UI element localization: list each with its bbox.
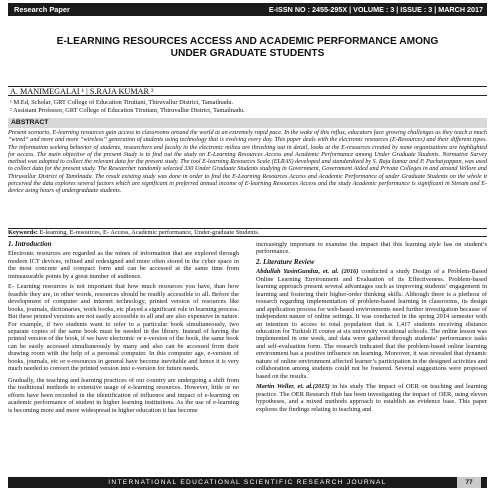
review-paragraph-2 [256, 383, 487, 413]
review-author-1: Abdullah YasinGunduz, et. al. (2016) [256, 268, 359, 276]
author-line: A. MANIMEGALAI ¹ | S.RAJA KUMAR ² [8, 86, 487, 96]
section-heading-introduction: 1. Introduction [8, 240, 52, 248]
issn-volume-info: E-ISSN NO : 2455-295X | VOLUME : 3 | ISSUE : 3 | MARCH 2017 [268, 5, 483, 14]
left-column [8, 241, 239, 417]
research-paper-tag: Research Paper [14, 5, 70, 14]
keywords-line [8, 228, 487, 237]
journal-footer-bar: INTERNATIONAL EDUCATIONAL SCIENTIFIC RESEARCH JOURNAL [8, 477, 487, 488]
intro-paragraph-3: Gradually, the teaching and learning practices of our country are undergoing a shift from the traditional methods to extensive usage of e-learning resources. However, little or no efforts have been recorded in the identification of influence and impact of e-learning on academic performance of student in higher learning institutions. As the use of e-learning is becoming more and more widespread in higher education it has become [8, 376, 239, 414]
keywords-text: E-learning, E-resources, E- Access, Academic performance, Under-graduate Students. [39, 229, 260, 236]
review-text-1: conducted a study Design of a Problem-Based Online Learning Environment and Evaluation of its Effectiveness. Problem-based learning approach present several advantages such as improving students’ engagement in learning and fostering their higher-order thinking skills. Although there is a plethora of research regarding implementation of problem-based learning in classrooms, its design and application process for web-based environments need further investigation because of independent nature of online settings. It was conducted in the spring 2014 semester with an intention to access to total population that is 1,417 students receiving distance education for Turkish II course at six university vocational schools. The online lesson was implemented in one week, and data were gathered through students’ performance tasks and self-evaluation form. The research indicated that the problem-based online learning environment has a positive influence on learning. Moreover, it was revealed that dynamic nature of online environment affected learner’s participation in the designed activities and collaboration among students could not be fostered. Several suggestions were proposed based on the results. [256, 268, 488, 380]
right-column [256, 241, 487, 416]
page-number: 77 [457, 477, 481, 488]
paper-title: E-LEARNING RESOURCES ACCESS AND ACADEMIC PERFORMANCE AMONG UNDER GRADUATE STUDENTS [56, 36, 439, 59]
intro-paragraph-1: Electronic resources are regarded as the mines of information that are explored through modern ICT devices, refined and redesigned and more often stored in the cyber space in the most concrete and compact form and can be accessed at the same time from immeasurable points by a great number of audience. [8, 250, 239, 280]
review-paragraph-1 [256, 268, 487, 380]
intro-continuation: increasingly important to examine the impact that this learning style has on student’s performance. [256, 241, 487, 256]
intro-paragraph-2: E- Learning resources is not important that how much resources you have, than how feasible they are, in other words, resources should be readily accessible to all. Before the development of computer and internet technology, printed version of resources like books, journals, dictionaries, work books, etc played a significant role in learning process. But these printed versions are not easily accessible to all and are also expensive in nature. For example, if two students want to refer to a particular book simultaneously, two separate copies of the same book must be needed in the library. Instead of having the printed version of the book, if we have electronic or e-version of the book, the same book can be easily accessed simultaneously by many and also can be accessed from their drawing room with the help of a personal computer. In this computer age, e-version of books, journals, etc or e-resources in general have become inevitable and hence it is very much needed to convert the printed version into e-version for future needs. [8, 283, 239, 373]
keywords-label: Keywords: [8, 229, 38, 236]
abstract-heading: ABSTRACT [8, 118, 487, 128]
review-text-2: in his study The impact of OER on teaching and learning practice. The OER Research Hub has been investigating the impact of OER, using eleven hypotheses, and a mixed methods approach to establish an evidence base. This paper explores the findings relating to teaching and [256, 383, 487, 413]
affiliation-2: ² Assistant Professor, GRT College of Education Tiruttani, Thiruvallur District, Tamailnadu. [10, 107, 245, 114]
affiliations [10, 99, 487, 115]
review-author-2: Martin Weller, et. al.(2015) [256, 383, 330, 391]
affiliation-1: ¹ M.Ed, Scholar, GRT College of Education Tiruttani, Thiruvallur District, Tamailnadu. [10, 99, 234, 106]
journal-header-bar [8, 3, 487, 16]
section-heading-literature-review: 2. Literature Review [256, 257, 315, 266]
abstract-text: Present scenario, E-learning resources gain access to classrooms around the world at an extremely rapid pace. In the wake of this influx, educators face growing challenges as they teach a much “wired” and more and more “wireless” generation of students using technology that is evolving every day. This paper deals with the electronic resources (E-Resources) and their different types. The information seeking behavior of students, researchers and faculty in the electronic milieu are thrashing out in detail, looks at the E-resources created by some organizations are highlighted for access. The main objective of the present Study is to find out the study on E-Learning Resources Access and Academic Performance among Under Graduate Students. Normative Survey method was adopted to collect the relevant data for the present study. The tool E-learning Resources Scale (ELRAS) developed and standardized by S. Raja kumar and P. Pachaiyappan, was used to collect data for the present study. The Researcher randomly selected 330 Under Graduate Students studying in Government, Government Aided and Private Colleges in and around Vellore and Thiruvallur District of Tamilnadu. The result existing study was done in order to find the E-Learning Resources Access and Academic Performance of under Graduate Students on the whole it perceived the data explores several factors which are significant in preferred annual income of E-learning Resources Access and the study Academic performance is significant in Stream and E-device using hours of undergraduate students. [8, 130, 487, 195]
